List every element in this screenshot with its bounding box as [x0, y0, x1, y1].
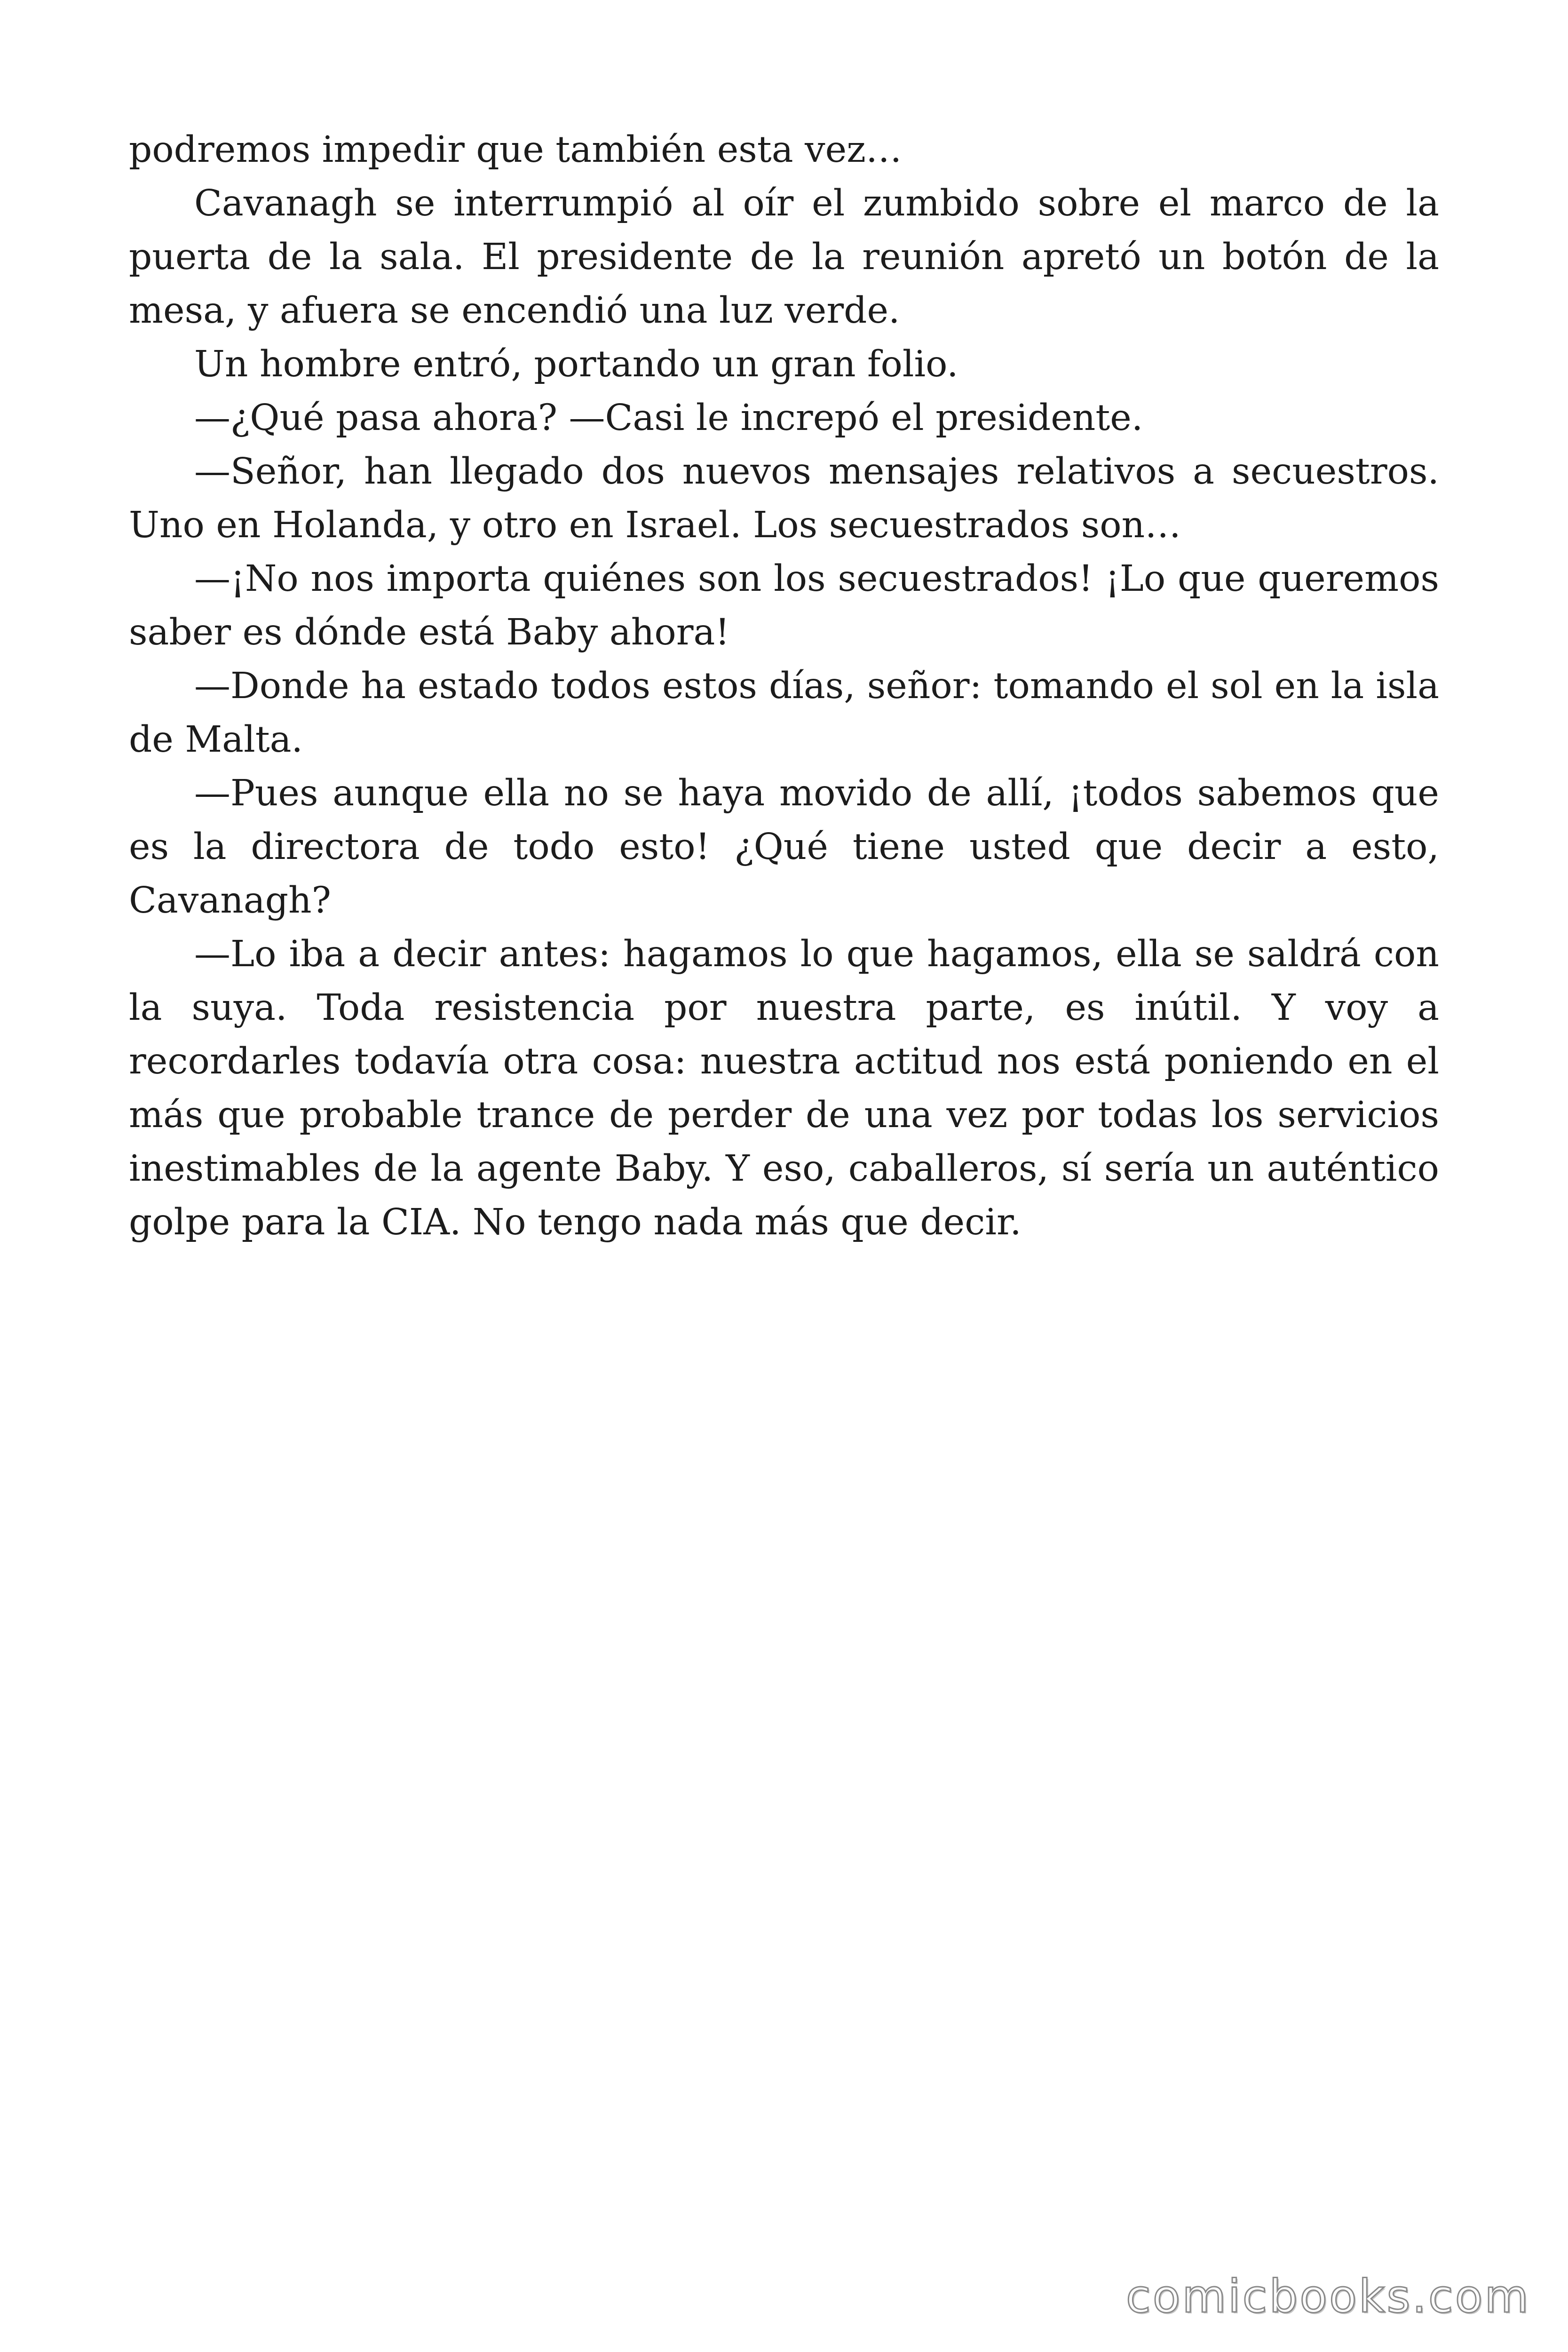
dialogue-paragraph: —Señor, han llegado dos nuevos mensajes relativos a secuestros. Uno en Holanda, y otro en Israel. Los secuestrados son… — [129, 451, 1439, 546]
dialogue-paragraph: —¿Qué pasa ahora? —Casi le increpó el presidente. — [194, 397, 1143, 439]
dialogue-paragraph: —Donde ha estado todos estos días, señor: tomando el sol en la isla de Malta. — [129, 665, 1439, 761]
dialogue-paragraph: —Pues aunque ella no se haya movido de allí, ¡todos sabemos que es la directora de todo esto! ¿Qué tiene usted que decir a esto, Cavanagh? — [129, 772, 1439, 922]
dialogue-paragraph: —Lo iba a decir antes: hagamos lo que hagamos, ella se saldrá con la suya. Toda resistencia por nuestra parte, es inútil. Y voy a recordarles todavía otra cosa: nuestra actitud nos está poniendo en el más que probable trance de perder de una vez por todas los servicios inestimables de la agente Baby. Y eso, caballeros, sí sería un auténtico golpe para la CIA. No tengo nada más que decir. — [129, 933, 1439, 1243]
paragraph: Cavanagh se interrumpió al oír el zumbido sobre el marco de la puerta de la sala. El presidente de la reunión apretó un botón de la mesa, y afuera se encendió una luz verde. — [129, 183, 1439, 332]
dialogue-paragraph: —¡No nos importa quiénes son los secuestrados! ¡Lo que queremos saber es dónde está Baby ahora! — [129, 558, 1439, 653]
paragraph-continuation: podremos impedir que también esta vez… — [129, 129, 902, 171]
paragraph: Un hombre entró, portando un gran folio. — [194, 343, 958, 385]
body-text — [129, 123, 1439, 1249]
site-watermark: comicbooks.com — [1125, 2270, 1530, 2323]
